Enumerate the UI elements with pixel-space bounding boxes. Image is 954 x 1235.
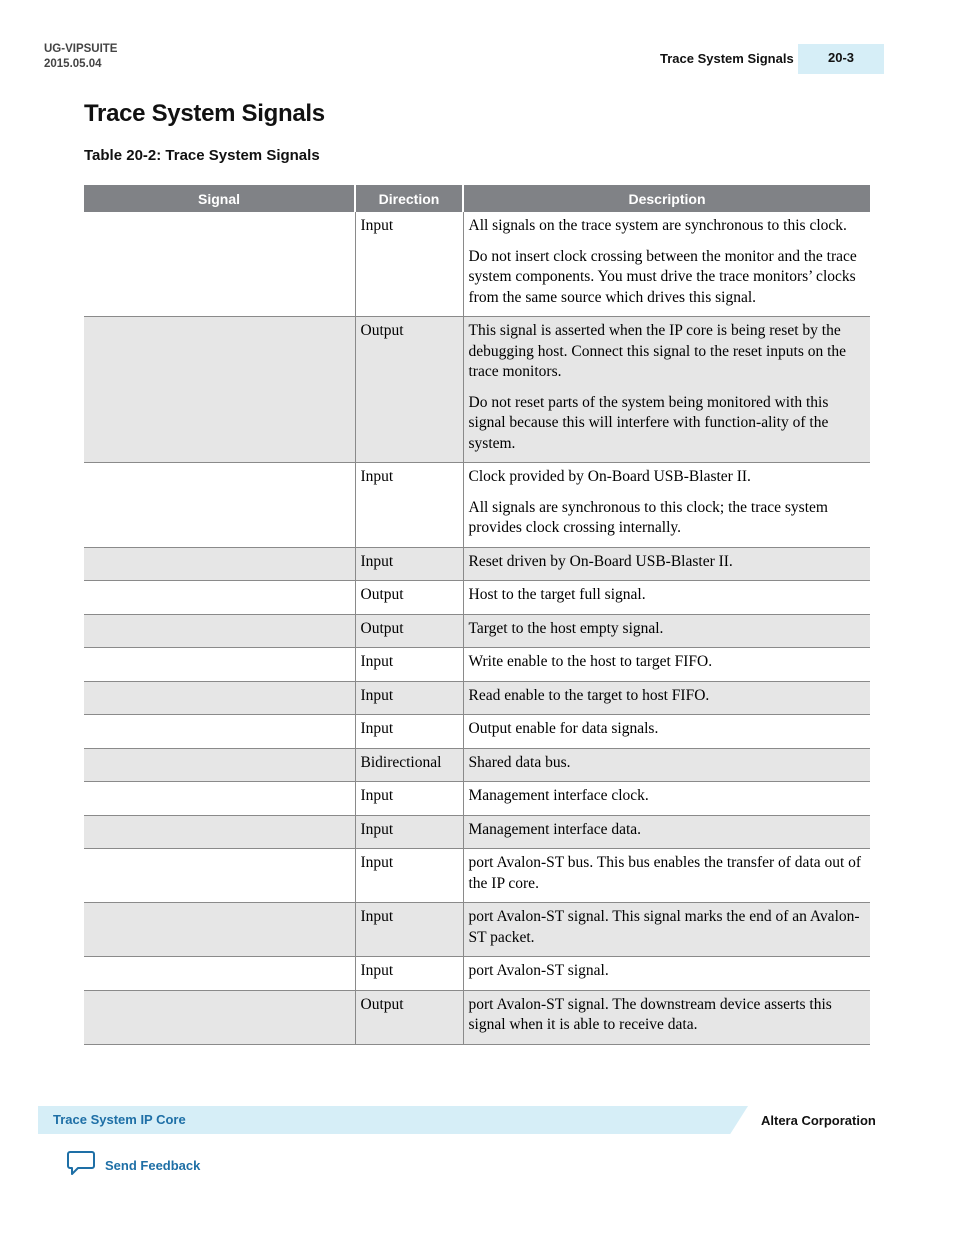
table-row [84, 547, 870, 581]
description-cell [463, 748, 870, 782]
direction-cell: Input [355, 212, 463, 317]
direction-cell: Input [355, 547, 463, 581]
page-number-tab: 20-3 [798, 44, 884, 74]
signal-cell [84, 849, 355, 903]
direction-cell: Input [355, 849, 463, 903]
send-feedback-label: Send Feedback [105, 1158, 201, 1173]
table-row [84, 614, 870, 648]
direction-cell: Input [355, 681, 463, 715]
description-cell [463, 614, 870, 648]
signal-cell [84, 212, 355, 317]
table-row [84, 990, 870, 1044]
direction-cell: Output [355, 614, 463, 648]
table-row [84, 681, 870, 715]
table-row [84, 782, 870, 816]
description-paragraph: Shared data bus. [468, 753, 571, 771]
document-id [44, 42, 117, 72]
footer-company: Altera Corporation [761, 1113, 876, 1128]
table-row [84, 748, 870, 782]
signal-cell [84, 614, 355, 648]
description-paragraph: port Avalon-ST signal. [468, 962, 609, 979]
footer-chapter-link[interactable]: Trace System IP Core [53, 1112, 186, 1127]
description-paragraph: All signals on the trace system are synchronous to this clock. [468, 217, 847, 234]
table-row [84, 903, 870, 957]
signal-cell [84, 715, 355, 749]
table-row [84, 212, 870, 317]
table-row [84, 849, 870, 903]
description-cell [463, 957, 870, 991]
description-paragraph: port Avalon-ST signal. The downstream device asserts this signal when it is able to receive data. [468, 995, 832, 1033]
table-header-row [84, 185, 870, 212]
direction-cell: Input [355, 815, 463, 849]
direction-cell: Input [355, 782, 463, 816]
description-paragraph: Do not reset parts of the system being monitored with this signal because this will interfere with function-ality of the system. [468, 393, 829, 452]
description-cell [463, 903, 870, 957]
signal-cell [84, 748, 355, 782]
doc-code: UG-VIPSUITE [44, 43, 118, 55]
column-header-description: Description [463, 185, 870, 212]
table-row [84, 581, 870, 615]
description-cell [463, 990, 870, 1044]
description-cell [463, 581, 870, 615]
description-paragraph: Management interface clock. [468, 787, 649, 804]
column-header-signal: Signal [84, 185, 355, 212]
table-row [84, 463, 870, 548]
description-cell [463, 547, 870, 581]
signal-cell [84, 815, 355, 849]
signal-cell [84, 957, 355, 991]
direction-cell: Input [355, 463, 463, 548]
signal-cell [84, 782, 355, 816]
description-cell [463, 212, 870, 317]
description-paragraph: port Avalon-ST bus. This bus enables the transfer of data out of the IP core. [468, 854, 862, 892]
description-cell [463, 782, 870, 816]
table-row [84, 648, 870, 682]
page-title: Trace System Signals [84, 100, 325, 127]
direction-cell: Output [355, 581, 463, 615]
description-cell [463, 648, 870, 682]
table-row [84, 715, 870, 749]
description-cell [463, 815, 870, 849]
description-paragraph: Management interface data. [468, 820, 642, 838]
signal-cell [84, 547, 355, 581]
signal-cell [84, 581, 355, 615]
column-header-direction: Direction [355, 185, 463, 212]
description-cell [463, 849, 870, 903]
direction-cell: Input [355, 957, 463, 991]
direction-cell: Input [355, 715, 463, 749]
table-row [84, 815, 870, 849]
description-paragraph: Read enable to the target to host FIFO. [468, 686, 710, 704]
table-row [84, 957, 870, 991]
direction-cell: Output [355, 317, 463, 463]
signal-cell [84, 990, 355, 1044]
signal-cell [84, 681, 355, 715]
table-caption: Table 20-2: Trace System Signals [84, 147, 320, 164]
description-paragraph: Host to the target full signal. [468, 586, 646, 603]
description-paragraph: Reset driven by On-Board USB-Blaster II. [468, 552, 733, 570]
speech-bubble-icon [66, 1150, 96, 1181]
signal-cell [84, 463, 355, 548]
direction-cell: Output [355, 990, 463, 1044]
description-paragraph: All signals are synchronous to this clock; the trace system provides clock crossing internally. [468, 498, 828, 536]
direction-cell: Input [355, 648, 463, 682]
signal-cell [84, 317, 355, 463]
signals-table [84, 185, 870, 1045]
signal-cell [84, 648, 355, 682]
signal-cell [84, 903, 355, 957]
description-cell [463, 463, 870, 548]
send-feedback-link[interactable] [66, 1150, 200, 1181]
description-paragraph: Do not insert clock crossing between the monitor and the trace system components. You must drive the trace monitors’ clocks from the same source which drives this signal. [468, 247, 857, 306]
description-cell [463, 317, 870, 463]
running-header-title: Trace System Signals [660, 51, 794, 66]
description-cell [463, 715, 870, 749]
description-paragraph: Output enable for data signals. [468, 720, 659, 737]
table-row [84, 317, 870, 463]
description-paragraph: Target to the host empty signal. [468, 619, 664, 637]
doc-date: 2015.05.04 [44, 58, 102, 70]
description-paragraph: Write enable to the host to target FIFO. [468, 653, 713, 670]
description-paragraph: This signal is asserted when the IP core is being reset by the debugging host. Connect this signal to the reset inputs on the trace monitors. [468, 322, 847, 380]
description-paragraph: Clock provided by On-Board USB-Blaster II. [468, 468, 751, 485]
direction-cell: Bidirectional [355, 748, 463, 782]
description-cell [463, 681, 870, 715]
direction-cell: Input [355, 903, 463, 957]
description-paragraph: port Avalon-ST signal. This signal marks the end of an Avalon-ST packet. [468, 908, 860, 946]
